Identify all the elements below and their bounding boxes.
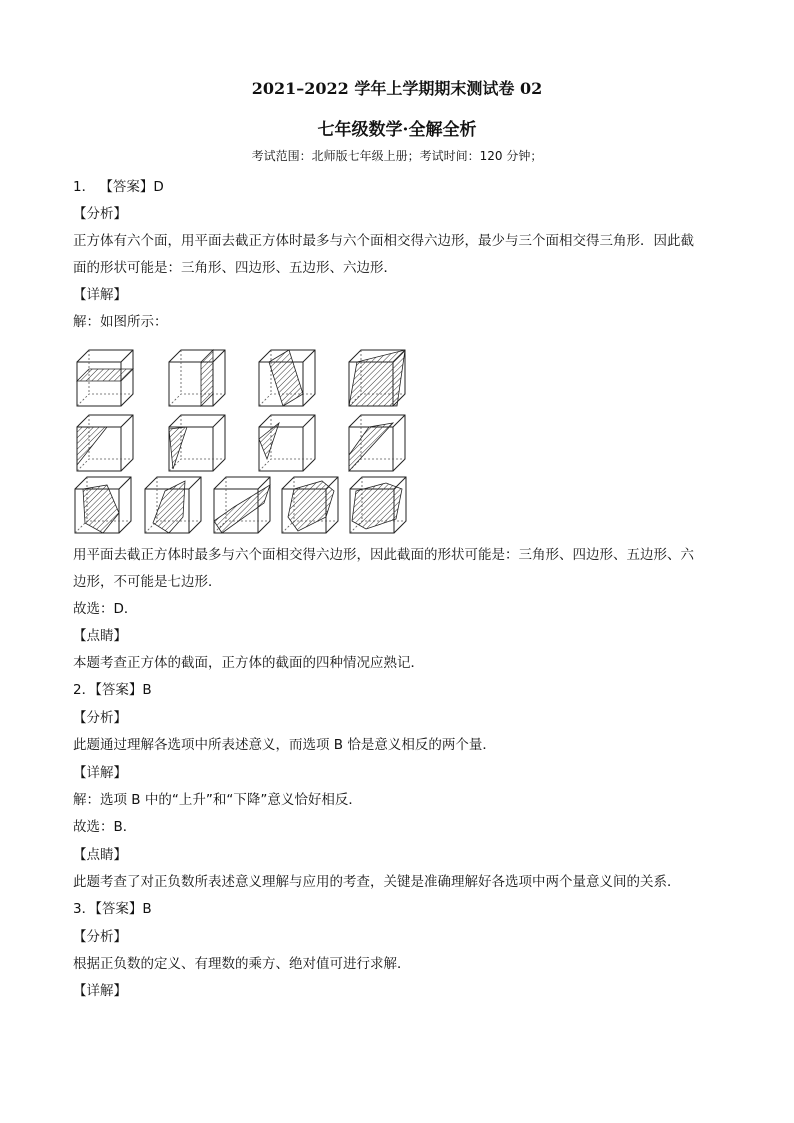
q1-conclusion-line-2: 边形，不可能是七边形． (73, 574, 222, 590)
cube-rect-horizontal (77, 350, 133, 406)
q2-analysis: 此题通过理解各选项中所表述意义，而选项 B 恰是意义相反的两个量． (73, 737, 496, 753)
q1-detail-label: 【详解】 (73, 287, 127, 303)
cube-triangle-2 (169, 415, 225, 471)
cube-triangle-3 (259, 415, 315, 471)
q3-analysis-label: 【分析】 (73, 929, 127, 945)
q1-conclusion-line-1: 用平面去截正方体时最多与六个面相交得六边形，因此截面的形状可能是：三角形、四边形、五边形、六 (73, 547, 694, 563)
cube-cross-section-figure (72, 345, 412, 535)
q3-detail-label: 【详解】 (73, 983, 127, 999)
q2-answer: 2．【答案】B (73, 682, 152, 698)
q1-comment: 本题考查正方体的截面，正方体的截面的四种情况应熟记． (73, 655, 424, 671)
cube-trapezoid (349, 415, 405, 471)
q2-detail-label: 【详解】 (73, 765, 127, 781)
cube-pentagon-2 (145, 477, 201, 533)
q1-analysis-line-1: 正方体有六个面，用平面去截正方体时最多与六个面相交得六边形，最少与三个面相交得三角形．因此截 (73, 233, 694, 249)
q3-answer: 3．【答案】B (73, 901, 152, 917)
cube-pentagon-1 (75, 477, 131, 533)
cube-rect-vertical (169, 350, 225, 406)
cube-triangle-1 (77, 415, 133, 471)
exam-scope: 考试范围：北师版七年级上册；考试时间：120 分钟； (251, 149, 543, 163)
page-subtitle: 七年级数学·全解全析 (317, 120, 477, 140)
q1-analysis-label: 【分析】 (73, 206, 127, 222)
q1-answer: 1． 【答案】D (73, 179, 164, 195)
q2-analysis-label: 【分析】 (73, 710, 127, 726)
cube-hexagon-1 (282, 477, 338, 533)
cube-parallelogram (349, 350, 405, 406)
q1-detail-intro: 解：如图所示： (73, 314, 168, 330)
q1-choice: 故选：D． (73, 601, 138, 617)
q1-comment-label: 【点睛】 (73, 628, 127, 644)
q1-analysis-line-2: 面的形状可能是：三角形、四边形、五边形、六边形． (73, 260, 397, 276)
cube-hexagon-2 (350, 477, 406, 533)
q3-analysis: 根据正负数的定义、有理数的乘方、绝对值可进行求解． (73, 956, 411, 972)
page-title: 2021–2022 学年上学期期末测试卷 02 (251, 79, 543, 98)
q2-comment: 此题考查了对正负数所表述意义理解与应用的考查，关键是准确理解好各选项中两个量意义间的关系． (73, 874, 681, 890)
q2-comment-label: 【点睛】 (73, 847, 127, 863)
q2-choice: 故选：B． (73, 819, 137, 835)
q2-detail: 解：选项 B 中的“上升”和“下降”意义恰好相反． (73, 792, 362, 808)
cube-rect-slanted (259, 350, 315, 406)
cube-pentagon-3 (214, 477, 270, 533)
